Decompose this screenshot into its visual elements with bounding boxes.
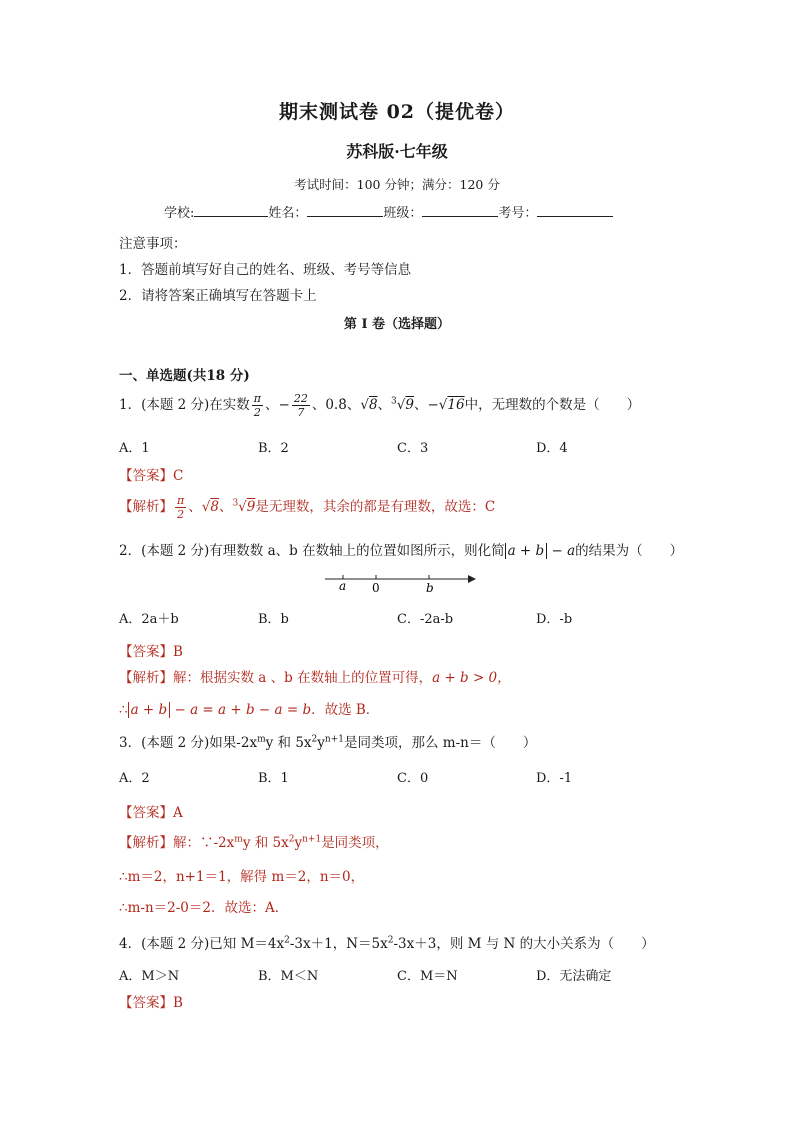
exam-info: 考试时间：100 分钟；满分：120 分 xyxy=(294,177,500,192)
number-line-diagram xyxy=(320,569,480,595)
analysis-1: 【解析】 $\frac{\pi}{2}$ 、√8、$^3$√9是无理数，其余的都是有理数，故选：C xyxy=(119,494,496,521)
question-2-stem: 2．(本题 2 分)有理数数 a、b 在数轴上的位置如图所示，则化简 a + b − a的结果为（ ） xyxy=(119,543,684,559)
document-title: 期末测试卷 02（提优卷） xyxy=(278,101,516,123)
question-3-stem: 3．(本题 2 分)如果$-2x^my$ 和 $5x^2y^{n+1}$是同类项，那么 m-n＝（ ） xyxy=(119,734,537,751)
number-line-arrow xyxy=(468,575,476,583)
notice-title: 注意事项： xyxy=(119,236,187,252)
analysis-3-line3: ∴m-n＝2-0＝2．故选：A． xyxy=(119,900,289,916)
option-d[interactable]: D．-1 xyxy=(536,771,573,786)
option-b[interactable]: B．1 xyxy=(258,771,289,786)
question-4-stem: 4．(本题 2 分)已知 $M=4x^2-3x+1$，$N=5x^2-3x+3$，则 M 与 N 的大小关系为（ ） xyxy=(119,935,655,952)
examno-blank[interactable] xyxy=(537,204,613,217)
answer-4: 【答案】B xyxy=(119,995,183,1011)
option-a[interactable]: A．2 xyxy=(119,771,150,786)
school-blank[interactable] xyxy=(194,204,268,217)
document-subtitle: 苏科版·七年级 xyxy=(346,142,448,161)
option-a[interactable]: A．M＞N xyxy=(119,969,180,984)
option-c[interactable]: C．0 xyxy=(397,771,429,786)
option-b[interactable]: B．2 xyxy=(258,441,289,456)
option-c[interactable]: C．3 xyxy=(397,441,429,456)
answer-3: 【答案】A xyxy=(119,805,183,821)
name-label: 姓名： xyxy=(268,206,308,221)
part-title: 第 I 卷（选择题） xyxy=(343,317,451,332)
axis-label-0: 0 xyxy=(372,581,380,595)
notice-item: 1．答题前填写好自己的姓名、班级、考号等信息 xyxy=(119,262,412,278)
option-c[interactable]: C．M＝N xyxy=(397,969,458,984)
axis-label-b: b xyxy=(426,581,434,595)
option-d[interactable]: D．4 xyxy=(536,441,568,456)
analysis-2-line1: 【解析】解：根据实数 a 、b 在数轴上的位置可得，a + b > 0， xyxy=(119,670,511,686)
analysis-3-line1: 【解析】解：$\because-2x^my$ 和 $5x^2y^{n+1}$是同类项， xyxy=(119,834,389,851)
option-a[interactable]: A．1 xyxy=(119,441,150,456)
analysis-3-line2: ∴m＝2，n+1＝1，解得 m＝2，n＝0， xyxy=(119,869,365,885)
option-d[interactable]: D．-b xyxy=(536,612,573,627)
option-b[interactable]: B．M＜N xyxy=(258,969,319,984)
option-b[interactable]: B．b xyxy=(258,612,289,627)
class-blank[interactable] xyxy=(422,204,498,217)
axis-label-a: a xyxy=(339,579,347,593)
fraction-22-over-7: $\frac{22}{7}$ xyxy=(293,392,308,419)
section-title: 一、单选题(共18 分) xyxy=(119,368,250,384)
answer-1: 【答案】C xyxy=(119,468,184,484)
fraction-pi-over-2: $\frac{\pi}{2}$ xyxy=(253,392,262,419)
examno-label: 考号： xyxy=(498,206,538,221)
option-a[interactable]: A．2a＋b xyxy=(119,612,179,627)
option-d[interactable]: D．无法确定 xyxy=(536,969,612,984)
name-blank[interactable] xyxy=(307,204,383,217)
notice-item: 2．请将答案正确填写在答题卡上 xyxy=(119,288,317,304)
answer-2: 【答案】B xyxy=(119,644,183,660)
student-info-line xyxy=(164,202,613,221)
option-c[interactable]: C．-2a-b xyxy=(397,612,454,627)
question-1-stem: 1．(本题 2 分)在实数 $\frac{\pi}{2}$ 、− $\frac{22}{7}$ 、0.8̇、√8、$^3$√9、−√16中，无理数的个数是（ ） xyxy=(119,392,641,419)
analysis-2-line2: ∴ a + b − a = a + b − a = b．故选 B． xyxy=(119,702,380,718)
school-label: 学校: xyxy=(164,206,195,221)
class-label: 班级： xyxy=(383,206,423,221)
